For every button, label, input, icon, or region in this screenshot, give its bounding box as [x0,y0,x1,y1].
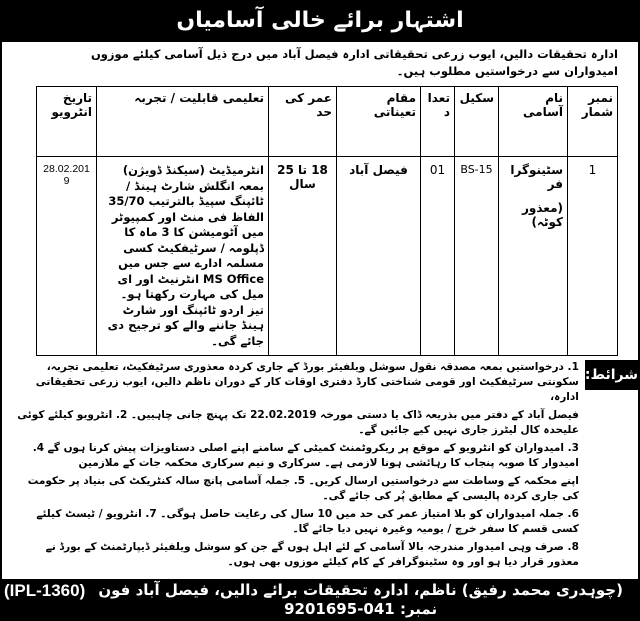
col-interview-date: تاریخ انٹرویو [37,87,97,157]
col-qualification: تعلیمی قابلیت / تجربہ [97,87,269,157]
col-place: مقام تعیناتی [337,87,421,157]
term-line: 6. جملہ امیدواران کو بلا امتیاز عمر کی حد میں 10 سال کی رعایت حاصل ہوگی۔ 7. انٹرویو / ٹیسٹ کیلئے کسی قسم کا سفر خرچ / یومیہ وغیرہ نہیں دیا جائے گا۔ [36,508,579,535]
place: فیصل آباد [337,157,421,356]
vacancy-table [36,86,618,356]
count: 01 [421,157,455,356]
post-cell [499,157,568,356]
interview-date: 28.02.2019 [37,157,97,356]
scale: BS-15 [455,157,499,356]
col-age: عمر کی حد [269,87,337,157]
footer-bar [0,579,640,621]
signature-contact: (چوہدری محمد رفیق) ناظم، ادارہ تحقیقات برائے دالیں، فیصل آباد فون نمبر: 041-9201695 [98,581,623,618]
term-line: فیصل آباد کے دفتر میں بذریعہ ڈاک یا دستی مورخہ 22.02.2019 تک پہنچ جانی چاہییں۔ 2. انٹرویو کیلئے کوئی علیحدہ کال لیٹرز جاری نہیں کیے جائیں گے۔ [17,409,579,436]
col-count: تعداد [421,87,455,157]
term-line: 1. درخواستیں بمعہ مصدقہ نقول سوشل ویلفیئر بورڈ کے جاری کردہ معذوری سرٹیفکیٹ، تعلیمی تجربہ، سکونتی سرٹیفکیٹ اور قومی شناختی کارڈ دفتری اوقات کار کے دوران ناظم دالیں، ایوب زرعی تحقیقاتی ادارہ، [35,361,579,403]
terms-label: شرائط: [585,360,638,390]
table-header-row [37,87,618,157]
terms-list [2,360,585,573]
term-line: 8. صرف وہی امیدوار مندرجہ بالا آسامی کے لئے اہل ہوں گے جن کو سوشل ویلفیئر ڈیپارٹمنٹ کے بورڈ نے معذور قرار دیا ہو اور وہ سٹینوگرافر کے کام کیلئے موزوں بھی ہوں۔ [45,541,579,568]
post-name: سٹینوگرافر [510,163,563,191]
terms-section [2,360,638,573]
age-limit: 18 تا 25 سال [269,157,337,356]
col-serial: نمبر شمار [568,87,618,157]
col-scale: سکیل [455,87,499,157]
term-line: اپنے محکمہ کے وساطت سے درخواستیں ارسال کریں۔ 5. جملہ آسامی پانچ سالہ کنٹریکٹ کی بنیاد پر حکومت کی جاری کردہ پالیسی کے مطابق پُر کی جائے گی۔ [27,475,579,502]
ad-frame [0,42,640,579]
ad-title: اشتہار برائے خالی آسامیاں [0,0,640,42]
intro-text: ادارہ تحقیقات دالیں، ایوب زرعی تحقیقاتی ادارہ فیصل آباد میں درج ذیل آسامی کیلئے موزوں امیدواران سے درخواستیں مطلوب ہیں۔ [90,47,618,78]
post-quota: (معذور کوٹہ) [522,201,563,229]
ad-code: (IPL-1360) [4,581,86,600]
qualification: انٹرمیڈیٹ (سیکنڈ ڈویژن) بمعہ انگلش شارٹ ہینڈ / ٹائپنگ سپیڈ بالترتیب 35/70 الفاظ فی منٹ اور کمپیوٹر میں آٹومیشن کا 3 ماہ کا ڈپلومہ / سرٹیفکیٹ کسی مسلمہ ادارے سے جس میں MS Office انٹرنیٹ اور ای میل کی مہارت رکھتا ہو۔ تیز اردو ٹائپنگ اور شارٹ ہینڈ جاننے والے کو ترجیح دی جائے گی۔ [97,157,269,356]
table-row [37,157,618,356]
term-line: 3. امیدواران کو انٹرویو کے موقع پر ریکروٹمنٹ کمیٹی کے سامنے اپنے اصلی دستاویزات پیش کرنا ہوں گے 4. امیدوار کا صوبہ پنجاب کا رہائشی ہونا لازمی ہے۔ سرکاری و نیم سرکاری محکمہ جات کے ملازمین [32,442,579,469]
col-post: نام آسامی [499,87,568,157]
serial-number: 1 [568,157,618,356]
